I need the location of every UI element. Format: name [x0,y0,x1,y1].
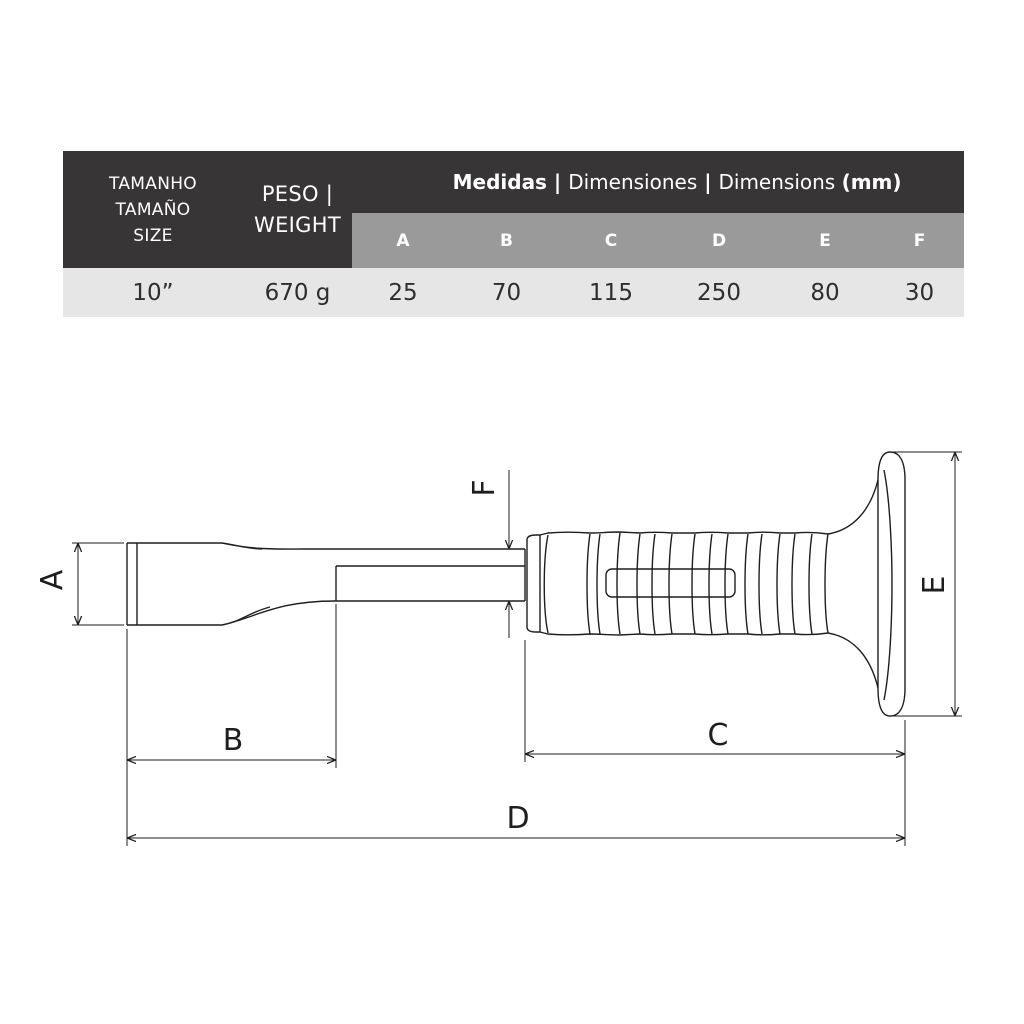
chisel-drawing [127,452,905,716]
letter-b: B [454,213,559,268]
letter-d: D [663,213,775,268]
measures-header-es: Dimensiones [568,170,698,194]
size-value: 10” [63,268,243,317]
value-f: 30 [875,268,964,317]
letter-f: F [875,213,964,268]
label-d: D [506,801,530,836]
measures-header-pt: Medidas [452,170,547,194]
letter-c: C [559,213,663,268]
label-b: B [222,723,244,758]
value-b: 70 [454,268,559,317]
value-e: 80 [775,268,875,317]
size-header-en: SIZE [133,225,173,246]
chisel-tip [127,543,525,625]
letter-e: E [775,213,875,268]
label-e: E [917,575,952,595]
weight-value: 670 g [243,268,352,317]
value-c: 115 [559,268,663,317]
label-c: C [707,718,729,753]
dimension-lines [72,452,962,846]
size-header-es: TAMAÑO [115,199,191,220]
value-d: 250 [663,268,775,317]
label-f: F [467,479,502,497]
letter-a: A [352,213,454,268]
measures-sep-2: | [697,170,719,194]
size-header-pt: TAMANHO [109,173,197,194]
measures-unit: (mm) [841,170,902,194]
hand-guard [828,452,905,716]
weight-header-en: WEIGHT [254,212,341,237]
measures-header-en: Dimensions [718,170,842,194]
weight-header-pt: PESO | [261,181,334,206]
value-a: 25 [352,268,454,317]
label-a: A [35,569,70,591]
measures-sep-1: | [546,170,569,194]
handle-grip [527,532,828,635]
